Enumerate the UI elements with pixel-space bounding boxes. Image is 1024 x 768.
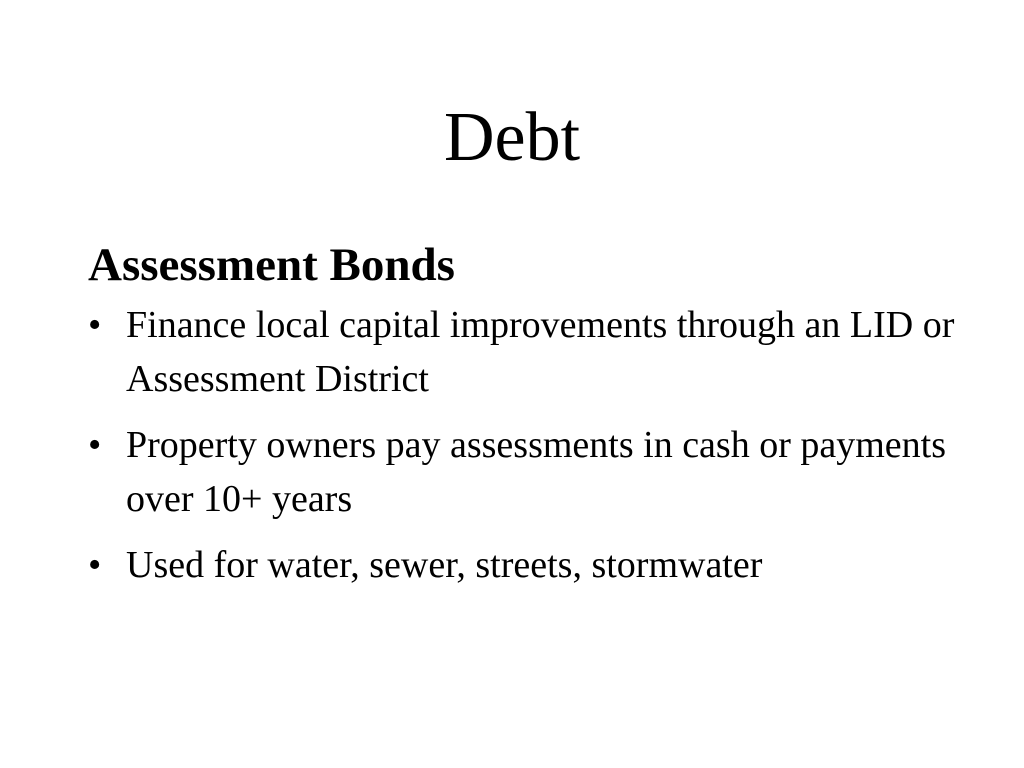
bullet-icon: • xyxy=(88,424,102,466)
bullet-list xyxy=(88,298,968,592)
bullet-item xyxy=(88,298,968,406)
bullet-item xyxy=(88,418,968,526)
bullet-icon: • xyxy=(88,544,102,586)
bullet-icon: • xyxy=(88,304,102,346)
section-heading: Assessment Bonds xyxy=(88,239,455,291)
bullet-text: Property owners pay assessments in cash or payments over 10+ years xyxy=(126,424,947,520)
bullet-text: Finance local capital improvements through an LID or Assessment District xyxy=(126,304,955,400)
slide-title: Debt xyxy=(443,99,581,176)
bullet-item xyxy=(88,538,968,592)
bullet-text: Used for water, sewer, streets, stormwater xyxy=(126,544,763,586)
slide-body xyxy=(88,236,968,604)
